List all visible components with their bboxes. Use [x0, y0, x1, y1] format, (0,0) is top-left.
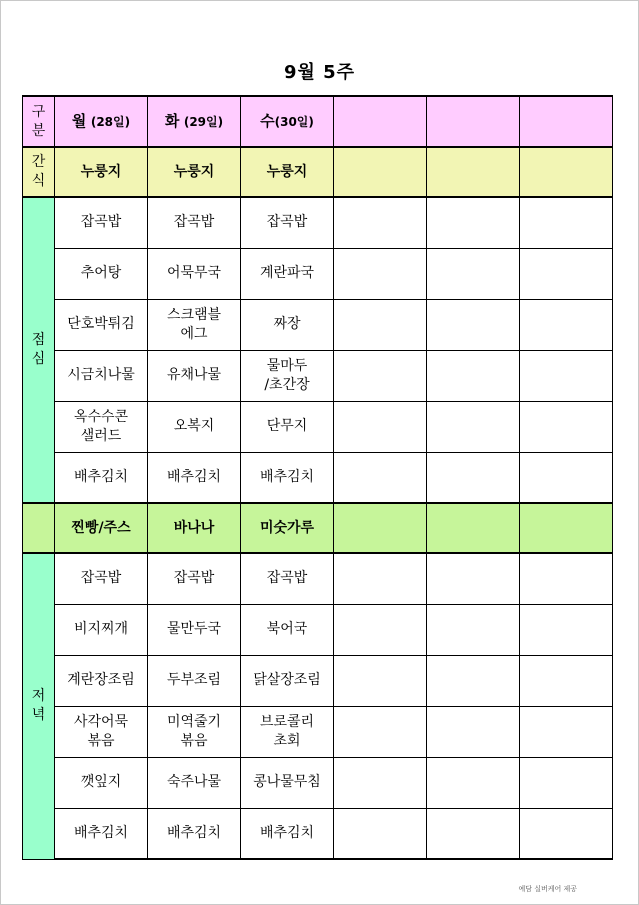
- empty-cell: [427, 503, 520, 553]
- empty-cell: [334, 808, 427, 859]
- empty-cell: [427, 350, 520, 401]
- empty-cell: [334, 197, 427, 248]
- empty-cell: [427, 757, 520, 808]
- empty-cell: [334, 757, 427, 808]
- day-date: (28일): [90, 114, 131, 129]
- lunch-item: 유채나물: [148, 350, 241, 401]
- empty-cell: [520, 808, 613, 859]
- afternoon-snack-row: [23, 503, 613, 553]
- empty-cell: [334, 350, 427, 401]
- empty-cell: [427, 401, 520, 452]
- dinner-item: 두부조림: [148, 655, 241, 706]
- lunch-item: 잡곡밥: [55, 197, 148, 248]
- empty-cell: [427, 197, 520, 248]
- empty-cell: [520, 299, 613, 350]
- dinner-row: [23, 604, 613, 655]
- lunch-item: 배추김치: [241, 452, 334, 503]
- dinner-item: 콩나물무침: [241, 757, 334, 808]
- empty-cell: [520, 350, 613, 401]
- dinner-label: [23, 553, 55, 859]
- empty-cell: [334, 503, 427, 553]
- lunch-item: 배추김치: [55, 452, 148, 503]
- lunch-item: 스크램블 에그: [148, 299, 241, 350]
- dinner-item: 배추김치: [55, 808, 148, 859]
- lunch-item: 잡곡밥: [148, 197, 241, 248]
- empty-cell: [520, 706, 613, 757]
- empty-cell: [334, 299, 427, 350]
- empty-cell: [520, 655, 613, 706]
- dinner-item: 물만두국: [148, 604, 241, 655]
- empty-cell: [334, 248, 427, 299]
- dinner-row: [23, 757, 613, 808]
- dinner-row: [23, 553, 613, 604]
- lunch-row: [23, 401, 613, 452]
- day-header-wed: [241, 96, 334, 147]
- lunch-item: 단무지: [241, 401, 334, 452]
- empty-cell: [334, 655, 427, 706]
- dinner-item: 미역줄기 볶음: [148, 706, 241, 757]
- dinner-row: [23, 706, 613, 757]
- lunch-item: 짜장: [241, 299, 334, 350]
- dinner-item: 비지찌개: [55, 604, 148, 655]
- empty-cell: [520, 248, 613, 299]
- page-title: 9월 5주: [283, 62, 356, 83]
- empty-cell: [427, 248, 520, 299]
- empty-header-cell: [520, 96, 613, 147]
- lunch-item: 옥수수콘 샐러드: [55, 401, 148, 452]
- lunch-item: 계란파국: [241, 248, 334, 299]
- day-date: (30일): [274, 114, 314, 129]
- empty-cell: [520, 757, 613, 808]
- snack-item: 누룽지: [55, 147, 148, 197]
- snack-label: 간식: [23, 147, 55, 197]
- dinner-item: 북어국: [241, 604, 334, 655]
- dinner-item: 계란장조림: [55, 655, 148, 706]
- snack-item: 누룽지: [148, 147, 241, 197]
- dinner-item: 배추김치: [148, 808, 241, 859]
- empty-cell: [427, 655, 520, 706]
- lunch-item: 단호박튀김: [55, 299, 148, 350]
- empty-cell: [427, 706, 520, 757]
- dinner-item: 브로콜리 초회: [241, 706, 334, 757]
- footer-credit: 예담 실버케어 제공: [518, 885, 577, 893]
- empty-cell: [427, 808, 520, 859]
- category-header: 구분: [23, 96, 55, 147]
- menu-table: [22, 95, 613, 860]
- dinner-item: 잡곡밥: [55, 553, 148, 604]
- lunch-row: [23, 350, 613, 401]
- lunch-row: [23, 299, 613, 350]
- lunch-label: [23, 197, 55, 503]
- empty-cell: [334, 706, 427, 757]
- empty-cell: [427, 299, 520, 350]
- afternoon-snack-item: 미숫가루: [241, 503, 334, 553]
- dinner-item: 닭살장조림: [241, 655, 334, 706]
- day-date: (29일): [183, 114, 224, 129]
- meal-label-char: 녁: [31, 707, 46, 724]
- dinner-item: 잡곡밥: [148, 553, 241, 604]
- lunch-item: 배추김치: [148, 452, 241, 503]
- empty-cell: [520, 401, 613, 452]
- empty-cell: [427, 604, 520, 655]
- dinner-item: 깻잎지: [55, 757, 148, 808]
- snack-row: [23, 147, 613, 197]
- dinner-row: [23, 655, 613, 706]
- empty-cell: [520, 197, 613, 248]
- empty-cell: [520, 503, 613, 553]
- lunch-item: 어묵무국: [148, 248, 241, 299]
- lunch-row: [23, 452, 613, 503]
- lunch-item: 잡곡밥: [241, 197, 334, 248]
- lunch-item: 시금치나물: [55, 350, 148, 401]
- dinner-item: 사각어묵 볶음: [55, 706, 148, 757]
- empty-cell: [334, 401, 427, 452]
- afternoon-snack-item: 바나나: [148, 503, 241, 553]
- afternoon-snack-item: 찐빵/주스: [55, 503, 148, 553]
- day-name: 화: [164, 111, 180, 130]
- empty-cell: [520, 604, 613, 655]
- day-name: 수: [260, 111, 275, 130]
- lunch-row: [23, 248, 613, 299]
- lunch-item: 추어탕: [55, 248, 148, 299]
- lunch-row: [23, 197, 613, 248]
- meal-label-char: 점: [31, 332, 46, 348]
- lunch-item: 물마두 /초간장: [241, 350, 334, 401]
- meal-label-char: 저: [31, 688, 46, 705]
- day-header-tue: [148, 96, 241, 147]
- empty-cell: [334, 553, 427, 604]
- empty-header-cell: [334, 96, 427, 147]
- day-name: 월: [71, 111, 87, 130]
- empty-cell: [427, 147, 520, 197]
- meal-label-char: 심: [31, 351, 46, 367]
- dinner-item: 잡곡밥: [241, 553, 334, 604]
- dinner-item: 숙주나물: [148, 757, 241, 808]
- header-row: [23, 96, 613, 147]
- empty-cell: [520, 553, 613, 604]
- empty-cell: [334, 452, 427, 503]
- empty-cell: [334, 147, 427, 197]
- empty-cell: [427, 452, 520, 503]
- dinner-item: 배추김치: [241, 808, 334, 859]
- empty-header-cell: [427, 96, 520, 147]
- lunch-item: 오복지: [148, 401, 241, 452]
- snack-item: 누룽지: [241, 147, 334, 197]
- dinner-row: [23, 808, 613, 859]
- afternoon-snack-label: [23, 503, 55, 553]
- empty-cell: [427, 553, 520, 604]
- day-header-mon: [55, 96, 148, 147]
- empty-cell: [334, 604, 427, 655]
- empty-cell: [520, 147, 613, 197]
- empty-cell: [520, 452, 613, 503]
